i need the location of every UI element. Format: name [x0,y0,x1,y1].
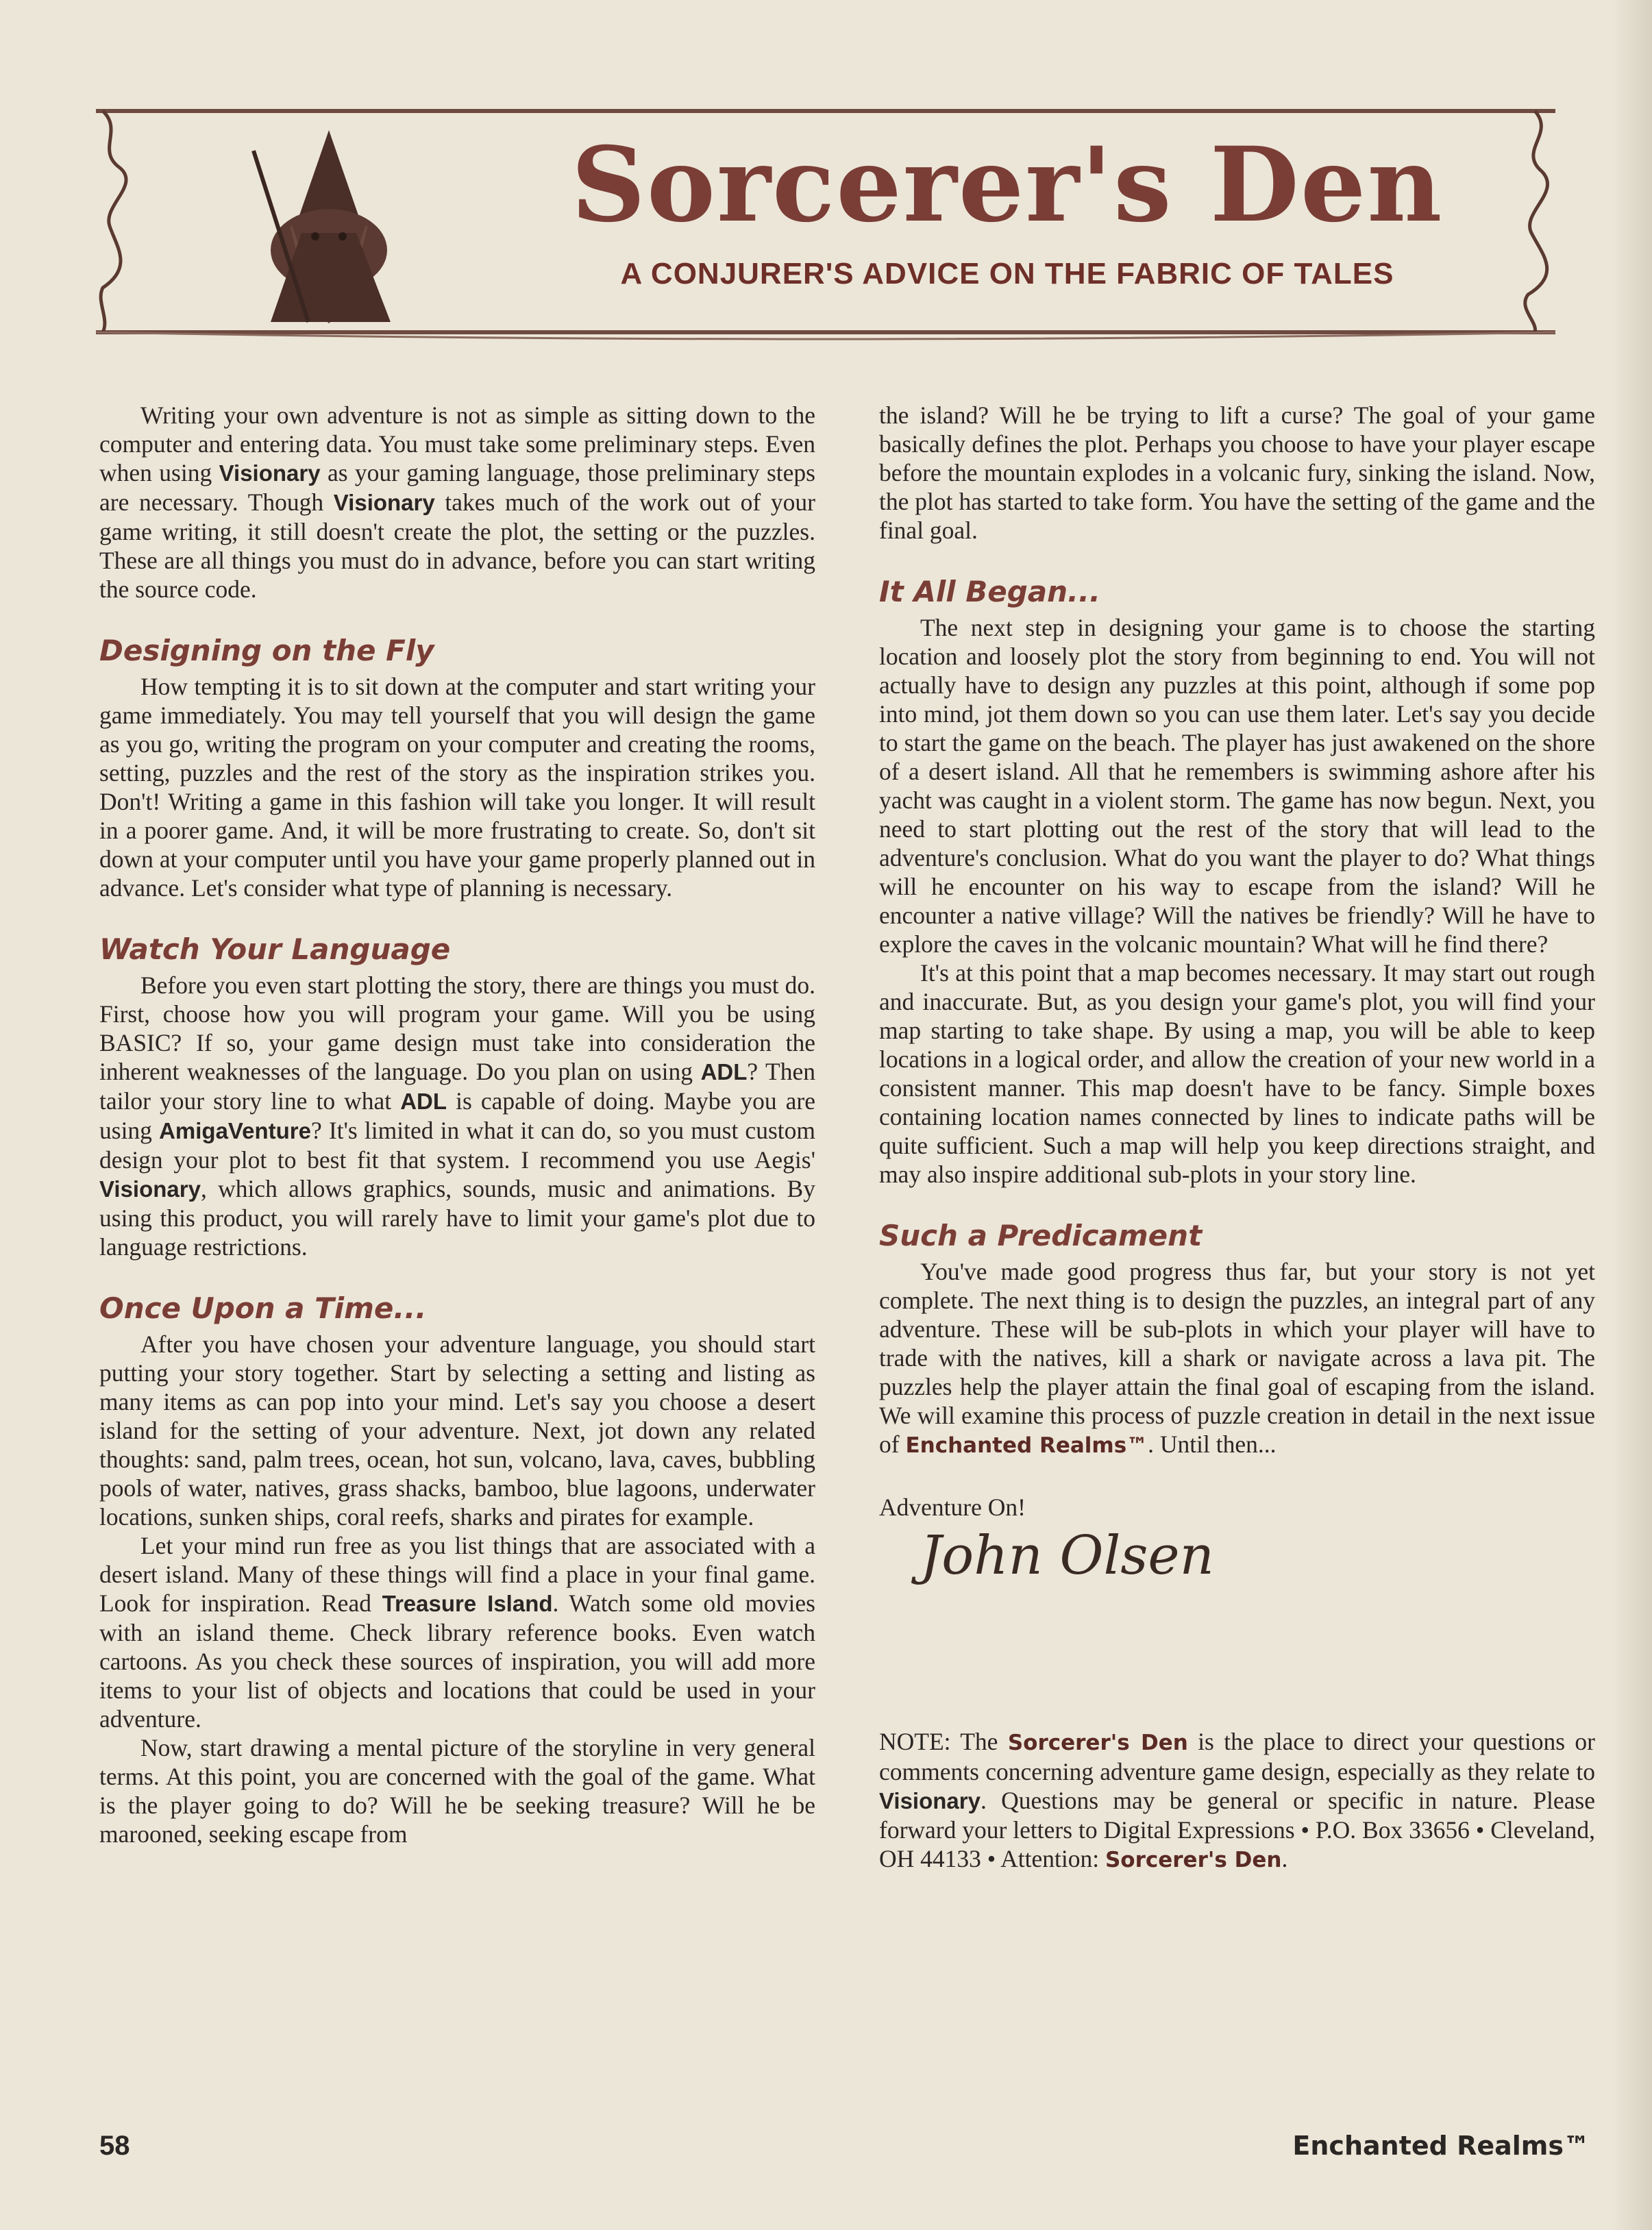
paragraph: the island? Will he be trying to lift a curse? The goal of your game basically defines the plot. Perhaps you choose to have your player escape before the mountain explodes in a volcanic fury, sinking the island. Now, the plot has started to take form. You have the setting of the game and the final goal. [879,401,1595,544]
page-edge-shadow [1611,0,1652,2230]
paragraph: It's at this point that a map becomes necessary. It may start out rough and inaccurate. But, as you design your game's plot, you will find your map starting to take shape. By using a map, you will be able to keep locations in a logical order, and allow the creation of your new world in a consistent manner. This map doesn't have to be fancy. Simple boxes containing location names connected by lines to indicate paths will be quite sufficient. Such a map will help you keep directions straight, and may also inspire additional sub-plots in your story line. [879,959,1595,1188]
closing-line: Adventure On! [879,1494,1026,1521]
paragraph: Let your mind run free as you list things that are associated with a desert island. Many of these things will find a place in your final game. Look for inspiration. Read Treasure Island. Watch some old movies with an island theme. Check library reference books. Even watch cartoons. As you check these sources of inspiration, you will add more items to your list of objects and locations that could be used in your adventure. [99,1532,815,1733]
page-number: 58 [99,2131,130,2161]
paragraph: How tempting it is to sit down at the computer and start writing your game immediately. You may tell yourself that you will design the game as you go, writing the program on your computer and creating the rooms, setting, puzzles and the rest of the story as the inspiration strikes you. Don't! Writing a game in this fashion will take you longer. It will result in a poorer game. And, it will be more frustrating to create. So, don't sit down at your computer until you have your game properly planned out in advance. Let's consider what type of planning is necessary. [99,673,815,902]
header-banner [82,103,1569,343]
section-heading: Such a Predicament [879,1219,1203,1252]
section-heading: Watch Your Language [99,932,451,966]
section-heading: Once Upon a Time... [99,1291,427,1325]
page-title: Sorcerer's Den [571,125,1444,245]
paragraph: After you have chosen your adventure language, you should start putting your story together. Start by selecting a setting and listing as many items as can pop into your mind. Let's say you choose a desert island for the setting of your adventure. Next, jot down any related thoughts: sand, palm trees, ocean, hot sun, volcano, lava, caves, bubbling pools of water, natives, grass shacks, bamboo, blue lagoons, underwater locations, sunken ships, coral reefs, sharks and pirates for example. [99,1330,815,1531]
paragraph: Before you even start plotting the story, there are things you must do. First, choose how you will program your game. Will you be using BASIC? If so, your game design must take into consideration the inherent weaknesses of the language. Do you plan on using ADL? Then tailor your story line to what ADL is capable of doing. Maybe you are using AmigaVenture? It's limited in what it can do, so you must custom design your plot to best fit that system. I recommend you use Aegis' Visionary, which allows graphics, sounds, music and animations. By using this product, you will rarely have to limit your game's plot due to language restrictions. [99,971,815,1261]
section-heading: It All Began... [879,575,1100,608]
section-heading: Designing on the Fly [99,634,434,667]
paragraph-intro: Writing your own adventure is not as simple as sitting down to the computer and entering data. You must take some preliminary steps. Even when using Visionary as your gaming language, those preliminary steps are necessary. Though Visionary takes much of the work out of your game writing, it still doesn't create the plot, the setting or the puzzles. These are all things you must do in advance, before you can start writing the source code. [99,401,815,603]
author-signature: John Olsen [920,1525,1214,1587]
right-column [879,401,1595,1874]
editor-note: NOTE: The Sorcerer's Den is the place to direct your questions or comments concerning adventure game design, especially as they relate to Visionary. Questions may be general or specific in nature. Please forward your letters to Digital Expressions • P.O. Box 33656 • Cleveland, OH 44133 • Attention: Sorcerer's Den. [879,1728,1595,1872]
left-column [99,401,815,1848]
paragraph: Now, start drawing a mental picture of the storyline in very general terms. At this point, you are concerned with the goal of the game. What is the player going to do? Will he be seeking treasure? Will he be marooned, seeking escape from [99,1734,815,1848]
paragraph: The next step in designing your game is to choose the starting location and loosely plot the story from beginning to end. You will not actually have to design any puzzles at this point, although if some pop into mind, jot them down so you can use them later. Let's say you decide to start the game on the beach. The player has just awakened on the shore of a desert island. All that he remembers is swimming ashore after his yacht was caught in a violent storm. The game has now begun. Next, you need to start plotting out the rest of the story that will lead to the adventure's conclusion. What do you want the player to do? What things will he encounter on his way to escape from the island? Will he encounter a native village? Will the natives be friendly? Will he have to explore the caves in the volcanic mountain? What will he find there? [879,614,1595,958]
paragraph: You've made good progress thus far, but your story is not yet complete. The next thing is to design the puzzles, an integral part of any adventure. These will be sub-plots in which your player will have to trade with the natives, kill a shark or navigate across a lava pit. The puzzles help the player attain the final goal of escaping from the island. We will examine this process of puzzle creation in detail in the next issue of Enchanted Realms™. Until then... [879,1258,1595,1458]
page-subtitle: A CONJURER'S ADVICE ON THE FABRIC OF TALES [620,257,1394,290]
magazine-name: Enchanted Realms™ [1292,2131,1590,2161]
wizard-illustration-icon [226,123,425,329]
